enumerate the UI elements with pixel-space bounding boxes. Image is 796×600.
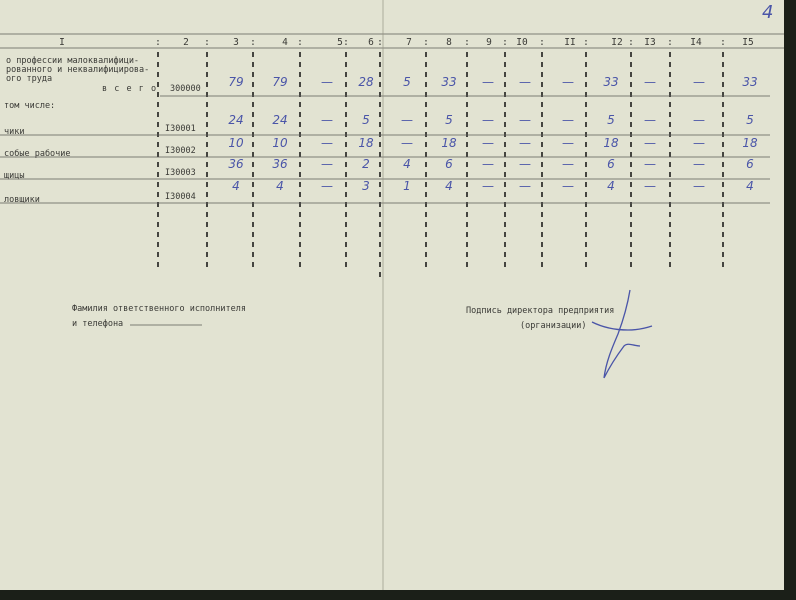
column-header-13: I3: [644, 37, 656, 48]
column-header-11: II: [564, 37, 576, 48]
cell-value: —: [519, 75, 531, 89]
cell-value: —: [644, 157, 656, 171]
row-code: 300000: [170, 84, 201, 94]
cell-value: 33: [603, 75, 619, 89]
cell-value: 18: [742, 136, 758, 150]
cell-value: 36: [228, 157, 244, 171]
column-header-4: 4: [282, 37, 288, 48]
cell-value: 5: [403, 75, 411, 89]
cell-value: 1: [403, 179, 411, 193]
cell-value: —: [519, 157, 531, 171]
cell-value: —: [482, 136, 494, 150]
column-header-12: I2: [611, 37, 623, 48]
page-number: 4: [762, 2, 774, 23]
cell-value: —: [693, 136, 705, 150]
header-separator: :: [297, 37, 303, 48]
row-label: о профессии малоквалифици-: [6, 56, 140, 66]
column-header-10: I0: [516, 37, 528, 48]
cell-value: 3: [362, 179, 370, 193]
cell-value: —: [519, 136, 531, 150]
cell-value: 18: [441, 136, 457, 150]
column-header-8: 8: [446, 37, 452, 48]
cell-value: 4: [607, 179, 615, 193]
cell-value: 10: [272, 136, 288, 150]
director-signature-label: Подпись директора предприятия: [466, 306, 615, 316]
column-header-3: 3: [233, 37, 239, 48]
header-separator: :: [423, 37, 429, 48]
column-header-14: I4: [690, 37, 702, 48]
phone-label: и телефона: [72, 319, 124, 329]
row-code: I30001: [165, 124, 196, 134]
header-separator: :: [377, 37, 383, 48]
cell-value: —: [401, 113, 413, 127]
director-signature: [592, 290, 652, 378]
cell-value: —: [321, 75, 333, 89]
cell-value: —: [562, 136, 574, 150]
row-code: I30004: [165, 192, 196, 202]
cell-value: 79: [228, 75, 244, 89]
header-separator: :: [628, 37, 634, 48]
header-separator: :: [502, 37, 508, 48]
cell-value: —: [482, 179, 494, 193]
cell-value: —: [562, 113, 574, 127]
row-label: ловщики: [4, 195, 40, 205]
cell-value: —: [321, 113, 333, 127]
cell-value: 24: [272, 113, 288, 127]
row-label: том числе:: [4, 101, 56, 111]
row-code: I30002: [165, 146, 196, 156]
column-header-2: 2: [183, 37, 189, 48]
cell-value: —: [693, 179, 705, 193]
cell-value: 18: [603, 136, 619, 150]
column-header-1: I: [59, 37, 65, 48]
cell-value: —: [562, 75, 574, 89]
cell-value: —: [519, 113, 531, 127]
cell-value: 28: [358, 75, 374, 89]
header-separator: :: [667, 37, 673, 48]
cell-value: 5: [746, 113, 754, 127]
cell-value: 5: [607, 113, 615, 127]
cell-value: 5: [445, 113, 453, 127]
column-header-7: 7: [406, 37, 412, 48]
cell-value: —: [401, 136, 413, 150]
cell-value: 4: [445, 179, 453, 193]
row-label: чики: [4, 127, 25, 137]
cell-value: 33: [742, 75, 758, 89]
row-total-label: в с е г о: [102, 84, 158, 94]
cell-value: —: [693, 157, 705, 171]
header-separator: :: [583, 37, 589, 48]
cell-value: 10: [228, 136, 244, 150]
row-label: рованного и неквалифицирова-: [6, 65, 150, 75]
cell-value: 4: [276, 179, 284, 193]
cell-value: —: [321, 157, 333, 171]
row-label: собые рабочие: [4, 149, 71, 159]
row-label: щицы: [4, 171, 25, 181]
cell-value: —: [321, 179, 333, 193]
cell-value: —: [482, 113, 494, 127]
responsible-executor-label: Фамилия ответственного исполнителя: [72, 304, 246, 314]
cell-value: 33: [441, 75, 457, 89]
cell-value: 24: [228, 113, 244, 127]
cell-value: —: [644, 179, 656, 193]
header-separator: :: [250, 37, 256, 48]
cell-value: —: [562, 179, 574, 193]
header-separator: :: [343, 37, 349, 48]
page-fold: [382, 0, 384, 590]
cell-value: —: [482, 75, 494, 89]
header-separator: :: [204, 37, 210, 48]
cell-value: 5: [362, 113, 370, 127]
column-header-9: 9: [486, 37, 492, 48]
organization-label: (организации): [520, 321, 587, 331]
cell-value: —: [562, 157, 574, 171]
cell-value: —: [519, 179, 531, 193]
header-separator: :: [539, 37, 545, 48]
cell-value: 4: [232, 179, 240, 193]
column-header-6: 6: [368, 37, 374, 48]
cell-value: 18: [358, 136, 374, 150]
cell-value: 2: [362, 157, 370, 171]
cell-value: —: [644, 75, 656, 89]
cell-value: 4: [403, 157, 411, 171]
cell-value: 36: [272, 157, 288, 171]
column-header-5: 5: [337, 37, 343, 48]
cell-value: —: [693, 113, 705, 127]
cell-value: —: [693, 75, 705, 89]
header-separator: :: [155, 37, 161, 48]
row-code: I30003: [165, 168, 196, 178]
column-header-15: I5: [742, 37, 754, 48]
row-label: ого труда: [6, 74, 53, 84]
header-separator: :: [720, 37, 726, 48]
header-separator: :: [464, 37, 470, 48]
cell-value: —: [644, 136, 656, 150]
cell-value: 6: [445, 157, 453, 171]
cell-value: 6: [607, 157, 615, 171]
cell-value: —: [482, 157, 494, 171]
cell-value: 79: [272, 75, 288, 89]
cell-value: 6: [746, 157, 754, 171]
cell-value: —: [644, 113, 656, 127]
cell-value: —: [321, 136, 333, 150]
cell-value: 4: [746, 179, 754, 193]
